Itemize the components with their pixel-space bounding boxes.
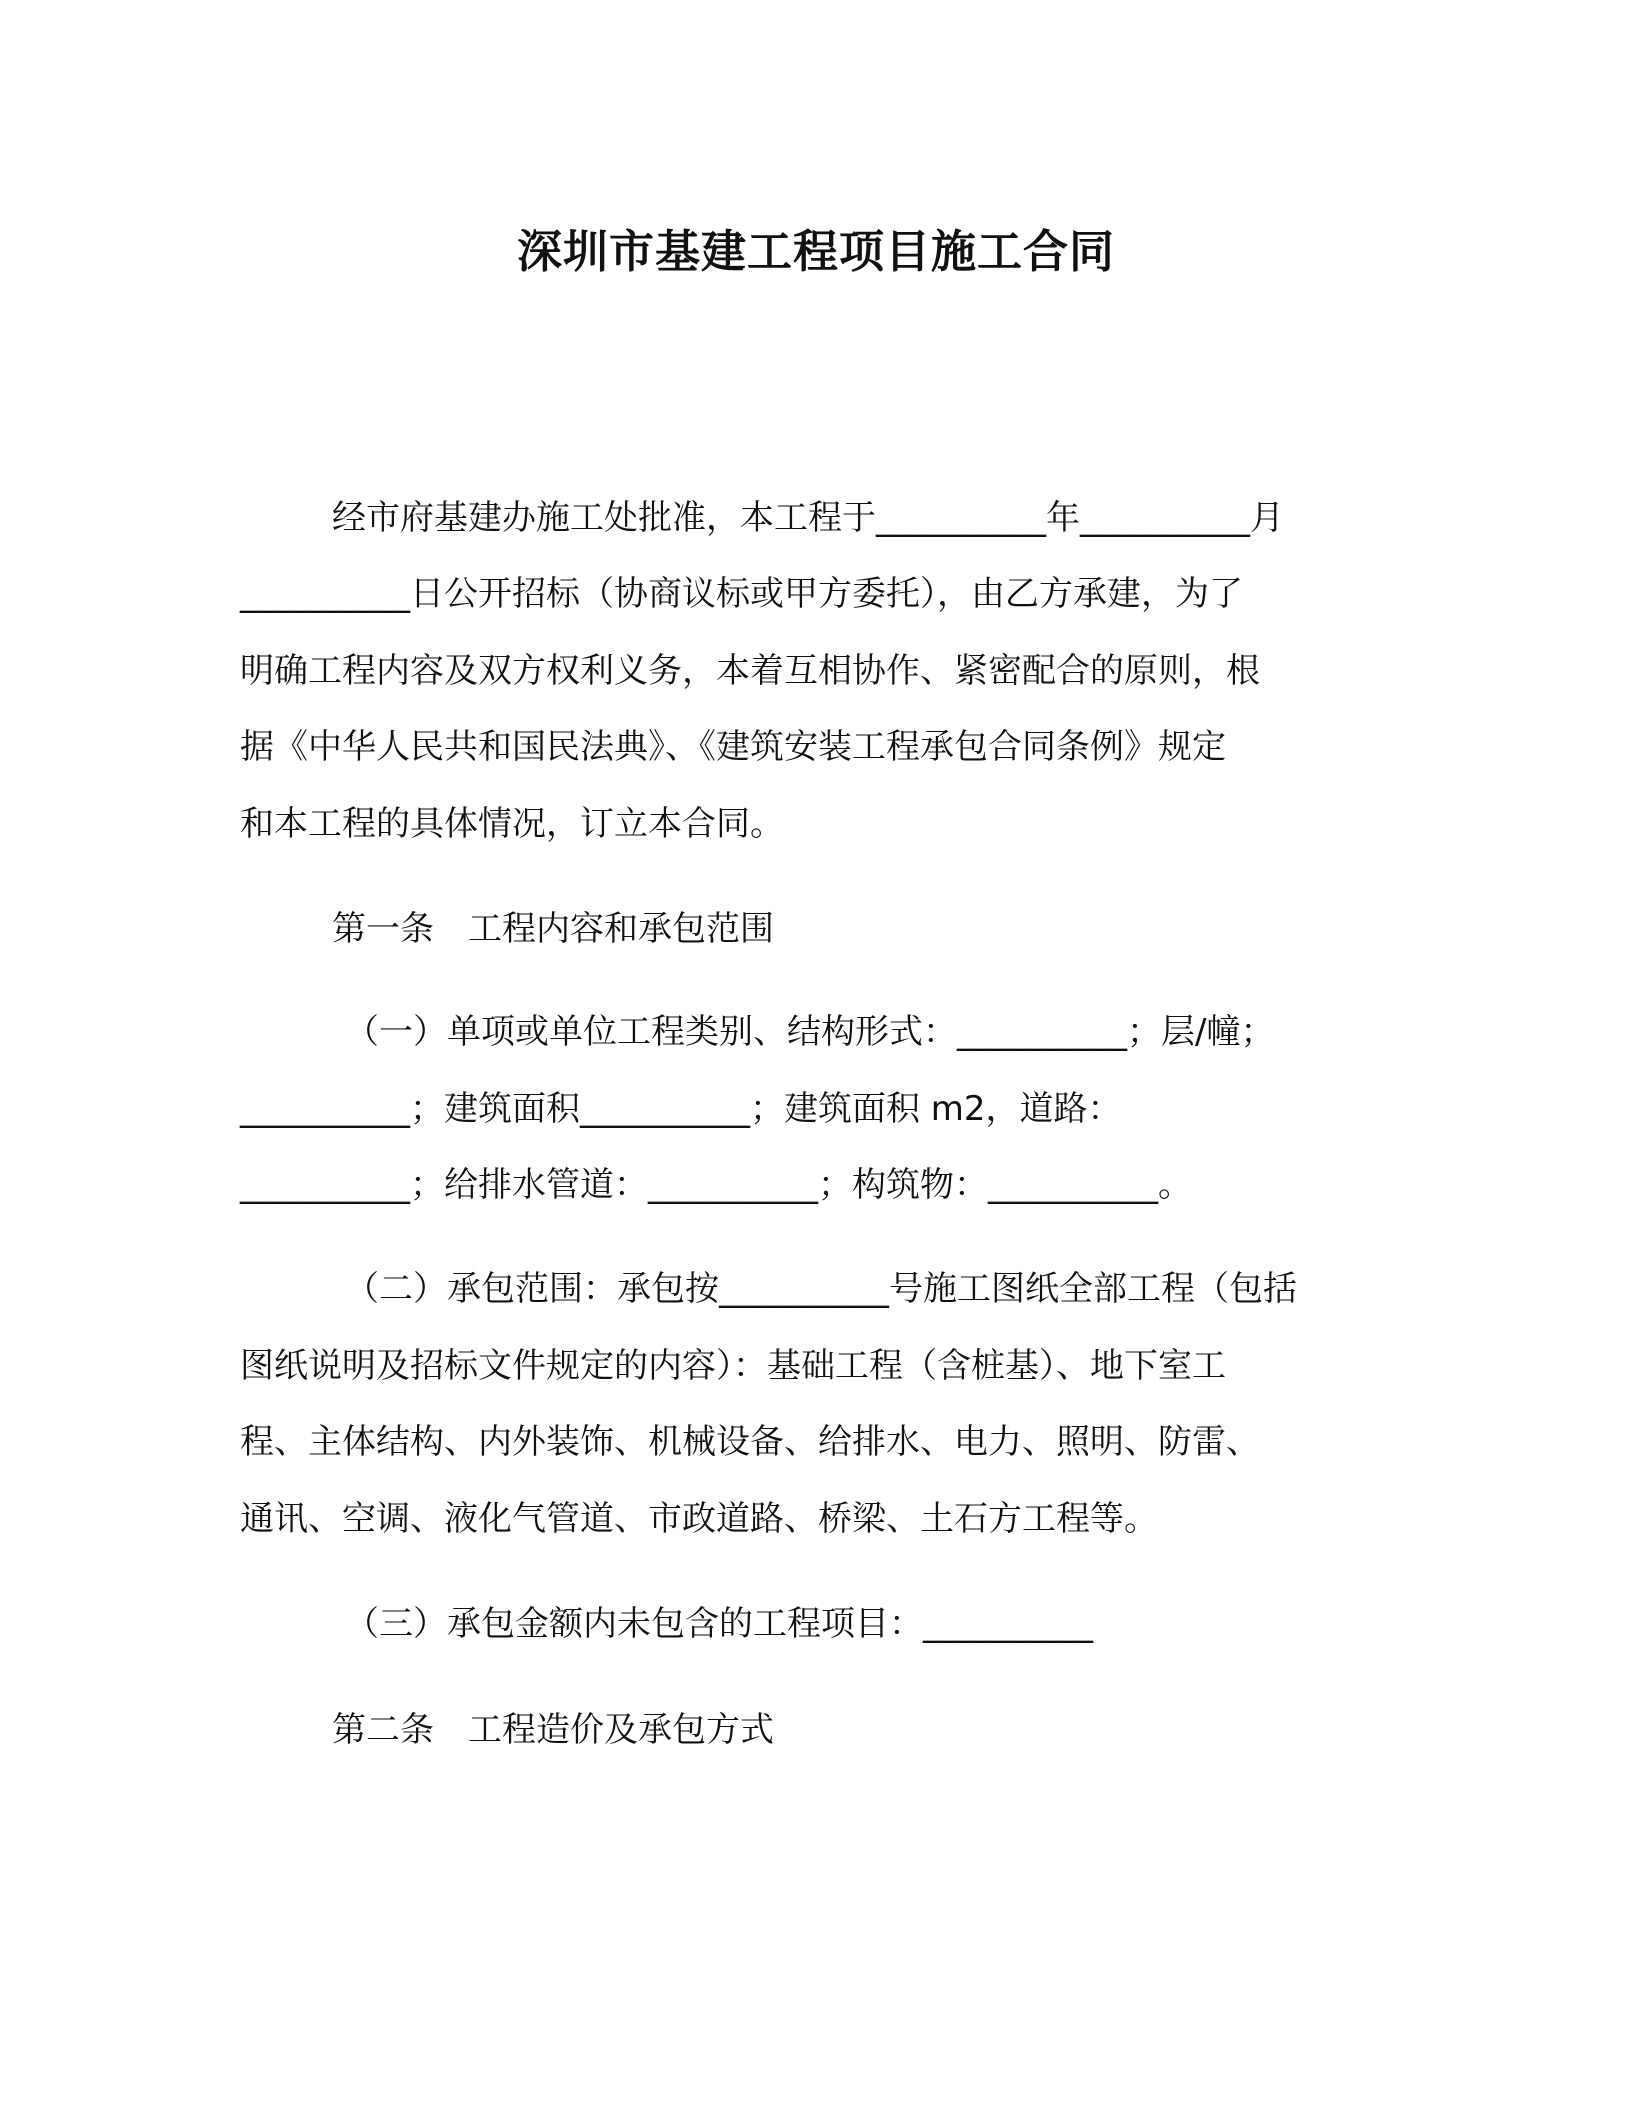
document-title: 深圳市基建工程项目施工合同	[516, 225, 1115, 278]
paragraph-line: __________；给排水管道：__________；构筑物：__________。	[240, 1165, 1192, 1205]
paragraph-line: __________日公开招标（协商议标或甲方委托），由乙方承建，为了	[240, 574, 1243, 614]
paragraph-line: （一）单项或单位工程类别、结构形式：__________；层/幢；	[345, 1012, 1275, 1052]
paragraph-line: （三）承包金额内未包含的工程项目：__________	[345, 1604, 1093, 1644]
paragraph-line: 明确工程内容及双方权利义务，本着互相协作、紧密配合的原则，根	[240, 651, 1260, 691]
paragraph-line: 和本工程的具体情况，订立本合同。	[240, 804, 784, 844]
paragraph-line: 据《中华人民共和国民法典》、《建筑安装工程承包合同条例》规定	[240, 727, 1226, 767]
paragraph-line: 图纸说明及招标文件规定的内容）：基础工程（含桩基）、地下室工	[240, 1346, 1226, 1386]
paragraph-line: 通讯、空调、液化气管道、市政道路、桥梁、土石方工程等。	[240, 1499, 1158, 1539]
paragraph-line: （二）承包范围：承包按__________号施工图纸全部工程（包括	[345, 1269, 1297, 1309]
paragraph-line: 经市府基建办施工处批准，本工程于__________年__________月	[332, 498, 1284, 538]
paragraph-line: 程、主体结构、内外装饰、机械设备、给排水、电力、照明、防雷、	[240, 1422, 1260, 1462]
paragraph-line: __________；建筑面积__________；建筑面积 m2，道路：	[240, 1089, 1122, 1129]
article-heading: 第一条 工程内容和承包范围	[332, 909, 774, 949]
article-heading: 第二条 工程造价及承包方式	[332, 1710, 774, 1750]
